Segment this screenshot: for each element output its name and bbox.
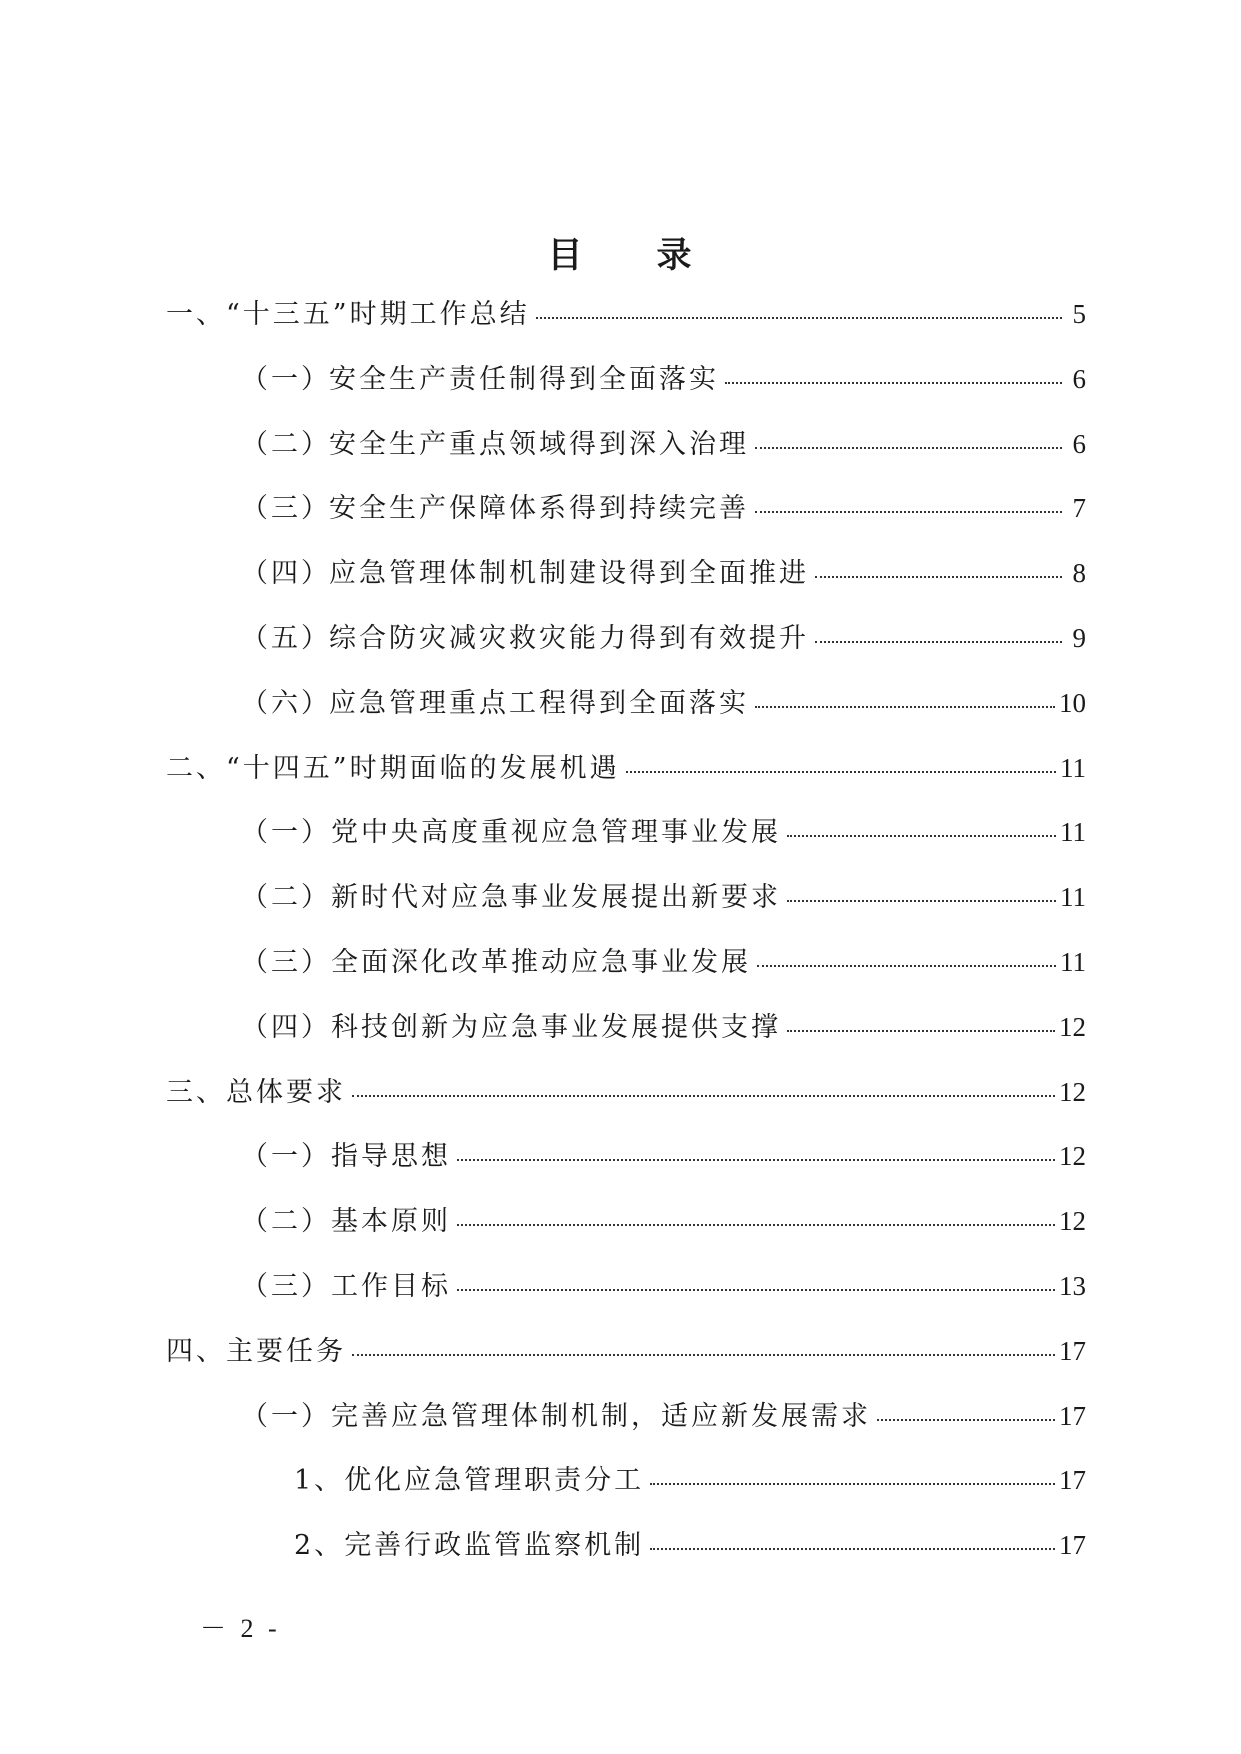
toc-entry-label: 基本原则	[331, 1206, 451, 1238]
toc-entry-text	[241, 422, 749, 461]
toc-leader-dots	[755, 511, 1062, 513]
toc-entry-text	[241, 1134, 451, 1173]
toc-entry-page: 13	[1059, 1270, 1086, 1301]
toc-entry-1-6[interactable]	[166, 681, 1086, 746]
toc-entry-page: 17	[1059, 1400, 1086, 1431]
toc-entry-page: 12	[1059, 1141, 1086, 1172]
toc-entry-2-3[interactable]	[166, 940, 1086, 1005]
toc-entry-page: 17	[1059, 1335, 1086, 1366]
toc-leader-dots	[725, 382, 1062, 384]
toc-entry-label: “十四五”时期面临的发展机遇	[226, 752, 620, 784]
toc-entry-label: 完善应急管理体制机制，适应新发展需求	[331, 1400, 871, 1432]
toc-entry-label: 指导思想	[331, 1141, 451, 1173]
toc-entry-number: （四）	[241, 558, 331, 590]
table-of-contents	[166, 292, 1086, 1588]
toc-entry-page: 6	[1072, 428, 1086, 459]
toc-entry-text	[166, 1329, 346, 1368]
toc-entry-number: （六）	[241, 687, 331, 719]
toc-entry-number: （三）	[241, 1270, 331, 1302]
toc-entry-page: 11	[1060, 817, 1086, 848]
toc-entry-label: 综合防灾减灾救灾能力得到有效提升	[329, 622, 809, 654]
toc-entry-2-1[interactable]	[166, 810, 1086, 875]
toc-entry-text	[241, 810, 781, 849]
page-title	[0, 228, 1241, 278]
toc-leader-dots	[755, 447, 1062, 449]
toc-leader-dots	[650, 1483, 1055, 1485]
toc-entry-page: 9	[1072, 622, 1086, 653]
toc-entry-number: （一）	[241, 817, 331, 849]
toc-leader-dots	[755, 706, 1055, 708]
toc-leader-dots	[877, 1419, 1055, 1421]
toc-entry-text	[241, 1264, 451, 1303]
toc-entry-number: （五）	[241, 622, 331, 654]
toc-entry-section-2[interactable]	[166, 746, 1086, 811]
toc-entry-1-2[interactable]	[166, 422, 1086, 487]
title-char-2: 录	[656, 236, 694, 276]
toc-entry-page: 10	[1059, 687, 1086, 718]
toc-leader-dots	[536, 317, 1062, 319]
toc-entry-page: 17	[1059, 1465, 1086, 1496]
toc-entry-section-1[interactable]	[166, 292, 1086, 357]
toc-entry-section-4[interactable]	[166, 1329, 1086, 1394]
toc-entry-number: 1、	[294, 1465, 345, 1497]
toc-entry-text	[294, 1458, 644, 1497]
toc-leader-dots	[757, 965, 1056, 967]
toc-entry-page: 11	[1060, 882, 1086, 913]
toc-entry-3-1[interactable]	[166, 1134, 1086, 1199]
toc-entry-number: （一）	[241, 363, 331, 395]
toc-entry-text	[241, 357, 719, 396]
toc-entry-label: 工作目标	[331, 1270, 451, 1302]
toc-entry-label: 全面深化改革推动应急事业发展	[331, 946, 751, 978]
toc-entry-text	[241, 681, 749, 720]
toc-entry-label: 应急管理重点工程得到全面落实	[329, 687, 749, 719]
toc-entry-number: （二）	[241, 428, 331, 460]
toc-entry-text	[241, 1199, 451, 1238]
toc-entry-page: 5	[1072, 299, 1086, 329]
toc-leader-dots	[457, 1224, 1055, 1226]
toc-entry-page: 12	[1059, 1076, 1086, 1107]
toc-entry-text	[241, 551, 809, 590]
toc-entry-label: 新时代对应急事业发展提出新要求	[331, 882, 781, 914]
toc-entry-4-1-1[interactable]	[166, 1458, 1086, 1523]
toc-entry-3-3[interactable]	[166, 1264, 1086, 1329]
toc-leader-dots	[787, 900, 1056, 902]
toc-entry-page: 6	[1072, 363, 1086, 394]
toc-entry-number: 二、	[166, 752, 226, 784]
toc-entry-text	[241, 616, 809, 655]
toc-entry-label: 安全生产重点领域得到深入治理	[329, 428, 749, 460]
toc-entry-number: （四）	[241, 1011, 331, 1043]
toc-entry-2-2[interactable]	[166, 875, 1086, 940]
toc-leader-dots	[815, 576, 1062, 578]
toc-entry-section-3[interactable]	[166, 1070, 1086, 1135]
toc-leader-dots	[457, 1159, 1055, 1161]
toc-entry-page: 17	[1059, 1530, 1086, 1561]
toc-entry-label: 优化应急管理职责分工	[344, 1465, 645, 1497]
toc-entry-label: 党中央高度重视应急管理事业发展	[331, 817, 781, 849]
toc-entry-text	[241, 1005, 781, 1044]
toc-entry-number: （二）	[241, 882, 331, 914]
toc-entry-1-4[interactable]	[166, 551, 1086, 616]
toc-entry-page: 12	[1059, 1011, 1086, 1042]
toc-entry-text	[241, 1394, 871, 1433]
toc-entry-number: 三、	[166, 1076, 226, 1108]
toc-leader-dots	[352, 1354, 1055, 1356]
toc-entry-label: 安全生产责任制得到全面落实	[329, 363, 719, 395]
toc-entry-page: 11	[1060, 946, 1086, 977]
toc-entry-text	[241, 940, 751, 979]
toc-entry-text	[166, 746, 620, 785]
toc-entry-number: （三）	[241, 493, 331, 525]
toc-entry-label: 科技创新为应急事业发展提供支撑	[331, 1011, 781, 1043]
toc-entry-text	[241, 486, 749, 525]
toc-entry-label: 完善行政监管监察机制	[344, 1530, 645, 1562]
toc-entry-label: “十三五”时期工作总结	[226, 299, 530, 330]
toc-entry-page: 12	[1059, 1206, 1086, 1237]
toc-entry-page: 7	[1072, 493, 1086, 524]
toc-entry-label: 主要任务	[226, 1335, 346, 1367]
toc-entry-number: 一、	[166, 299, 226, 330]
toc-entry-label: 总体要求	[226, 1076, 346, 1108]
toc-entry-text	[166, 1070, 346, 1109]
toc-entry-1-5[interactable]	[166, 616, 1086, 681]
toc-entry-number: 2、	[294, 1530, 345, 1562]
toc-entry-2-4[interactable]	[166, 1005, 1086, 1070]
toc-leader-dots	[626, 771, 1056, 773]
title-char-1: 目	[547, 236, 585, 276]
toc-leader-dots	[787, 1030, 1055, 1032]
toc-entry-3-2[interactable]	[166, 1199, 1086, 1264]
toc-entry-page: 8	[1072, 558, 1086, 589]
toc-entry-number: （三）	[241, 946, 331, 978]
page-number-footer: － 2 -	[200, 1614, 281, 1643]
toc-entry-1-3[interactable]	[166, 486, 1086, 551]
toc-entry-text	[294, 1523, 644, 1562]
toc-leader-dots	[787, 835, 1056, 837]
toc-leader-dots	[815, 641, 1062, 643]
toc-entry-number: （一）	[241, 1141, 331, 1173]
toc-entry-number: （一）	[241, 1400, 331, 1432]
toc-entry-label: 安全生产保障体系得到持续完善	[329, 493, 749, 525]
toc-entry-number: 四、	[166, 1335, 226, 1367]
toc-entry-page: 11	[1060, 752, 1086, 783]
toc-entry-text	[166, 292, 530, 331]
toc-entry-number: （二）	[241, 1206, 331, 1238]
toc-entry-4-1[interactable]	[166, 1394, 1086, 1459]
toc-leader-dots	[352, 1095, 1055, 1097]
toc-entry-1-1[interactable]	[166, 357, 1086, 422]
toc-leader-dots	[457, 1289, 1055, 1291]
toc-entry-label: 应急管理体制机制建设得到全面推进	[329, 558, 809, 590]
toc-leader-dots	[650, 1548, 1055, 1550]
toc-entry-4-1-2[interactable]	[166, 1523, 1086, 1588]
toc-entry-text	[241, 875, 781, 914]
